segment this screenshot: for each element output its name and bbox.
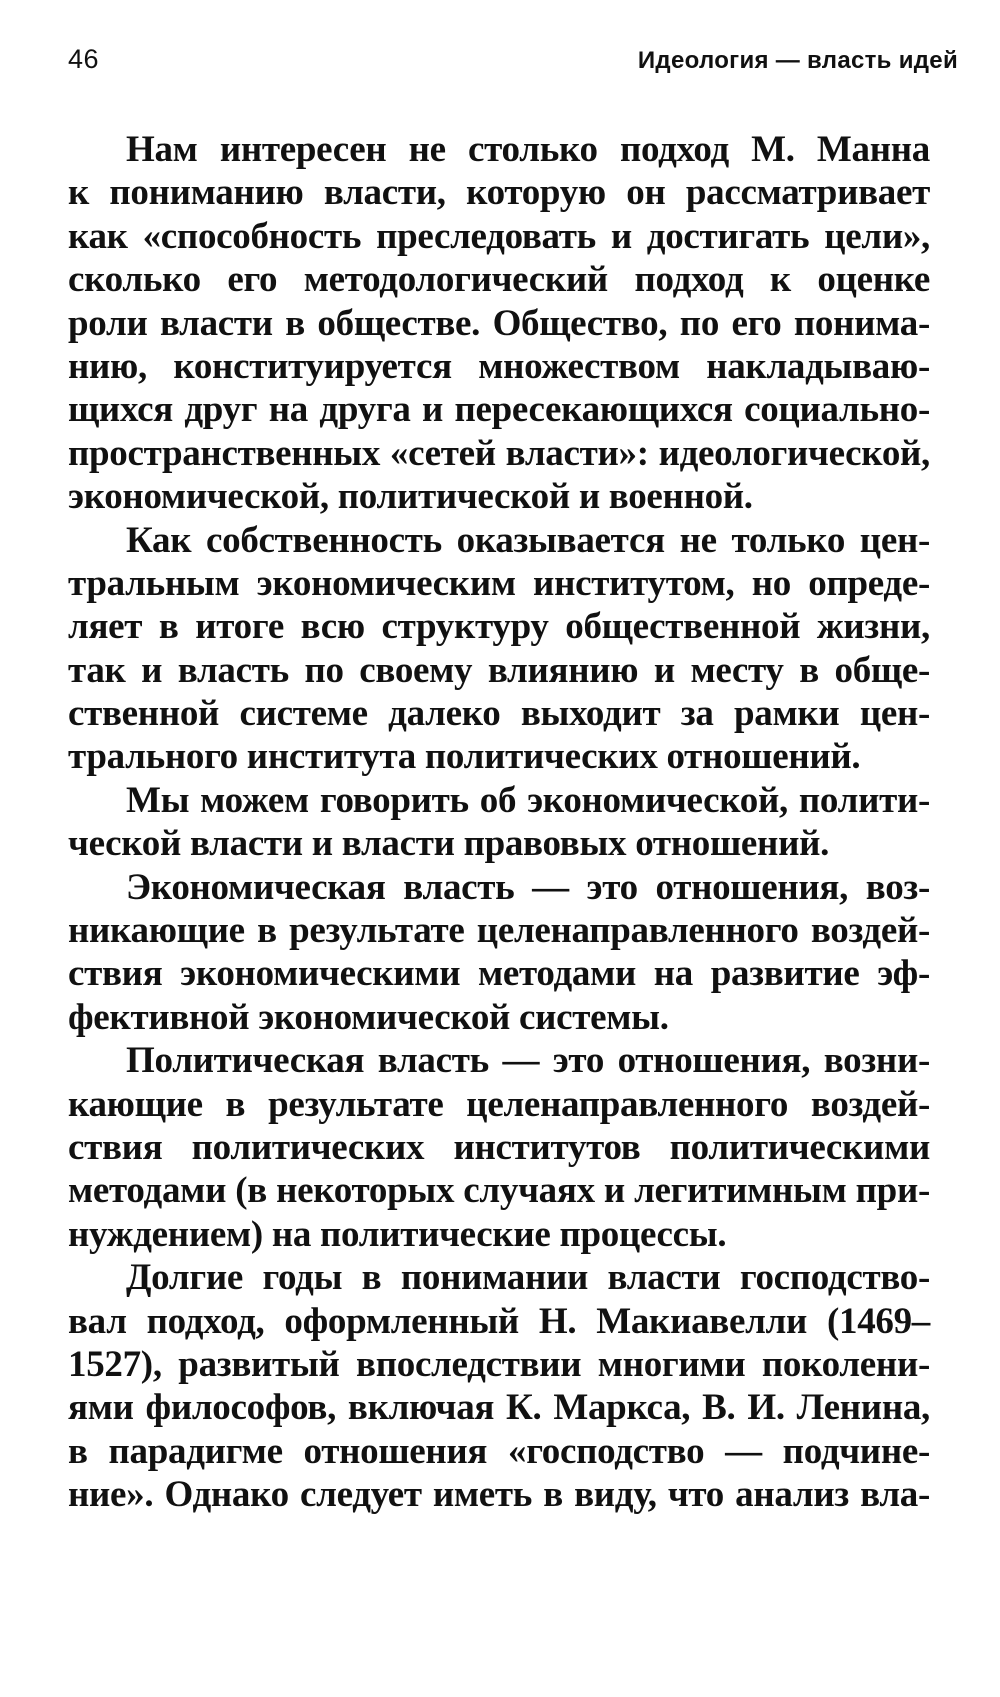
text-line: никающие в результате целенаправленного воздей- — [68, 910, 930, 952]
text-line: Политическая власть — это отношения, возни- — [126, 1040, 930, 1082]
body-text — [68, 128, 930, 1517]
text-line: ствия экономическими методами на развитие эф- — [68, 953, 930, 995]
paragraph — [68, 519, 930, 779]
running-header — [68, 44, 958, 80]
text-line: экономической, политической и военной. — [68, 476, 753, 518]
page-number: 46 — [68, 44, 100, 74]
text-line: щихся друг на друга и пересекающихся социально- — [68, 389, 930, 431]
text-line: нию, конституируется множеством накладываю- — [68, 345, 930, 387]
paragraph — [68, 866, 930, 1040]
text-line: ствия политических институтов политическими — [68, 1126, 930, 1168]
text-line: Экономическая власть — это отношения, воз- — [126, 866, 930, 908]
text-line: к пониманию власти, которую он рассматривает — [68, 172, 930, 214]
text-line: Как собственность оказывается не только цен- — [126, 519, 930, 561]
text-line: фективной экономической системы. — [68, 996, 669, 1038]
text-line: в парадигме отношения «господство — подчине- — [68, 1430, 930, 1472]
text-line: ческой власти и власти правовых отношений. — [68, 823, 830, 865]
text-line: ственной системе далеко выходит за рамки цен- — [68, 693, 930, 735]
text-line: нуждением) на политические процессы. — [68, 1213, 727, 1255]
text-line: так и власть по своему влиянию и месту в обще- — [68, 649, 930, 691]
paragraph — [68, 128, 930, 519]
text-line: сколько его методологический подход к оценке — [68, 259, 930, 301]
text-line: Долгие годы в понимании власти господство- — [126, 1257, 930, 1299]
text-line: пространственных «сетей власти»: идеологической, — [68, 432, 930, 474]
paragraph — [68, 1039, 930, 1256]
text-line: Мы можем говорить об экономической, полити- — [126, 779, 930, 821]
text-line: вал подход, оформленный Н. Макиавелли (1469– — [68, 1300, 930, 1342]
text-line: кающие в результате целенаправленного воздей- — [68, 1083, 930, 1125]
text-line: как «способность преследовать и достигать цели», — [68, 215, 930, 257]
text-line: ями философов, включая К. Маркса, В. И. Ленина, — [68, 1387, 930, 1429]
text-line: тральным экономическим институтом, но опреде- — [68, 562, 930, 604]
running-title: Идеология — власть идей — [637, 47, 958, 74]
text-line: методами (в некоторых случаях и легитимным при- — [68, 1170, 930, 1212]
text-line: 1527), развитый впоследствии многими поколени- — [68, 1343, 930, 1385]
paragraph — [68, 779, 930, 866]
text-line: ние». Однако следует иметь в виду, что анализ вла- — [68, 1474, 930, 1516]
text-line: трального института политических отношений. — [68, 736, 861, 778]
text-line: Нам интересен не столько подход М. Манна — [126, 129, 930, 170]
text-line: ляет в итоге всю структуру общественной жизни, — [68, 606, 930, 648]
paragraph — [68, 1256, 930, 1516]
text-line: роли власти в обществе. Общество, по его понима- — [68, 302, 930, 344]
